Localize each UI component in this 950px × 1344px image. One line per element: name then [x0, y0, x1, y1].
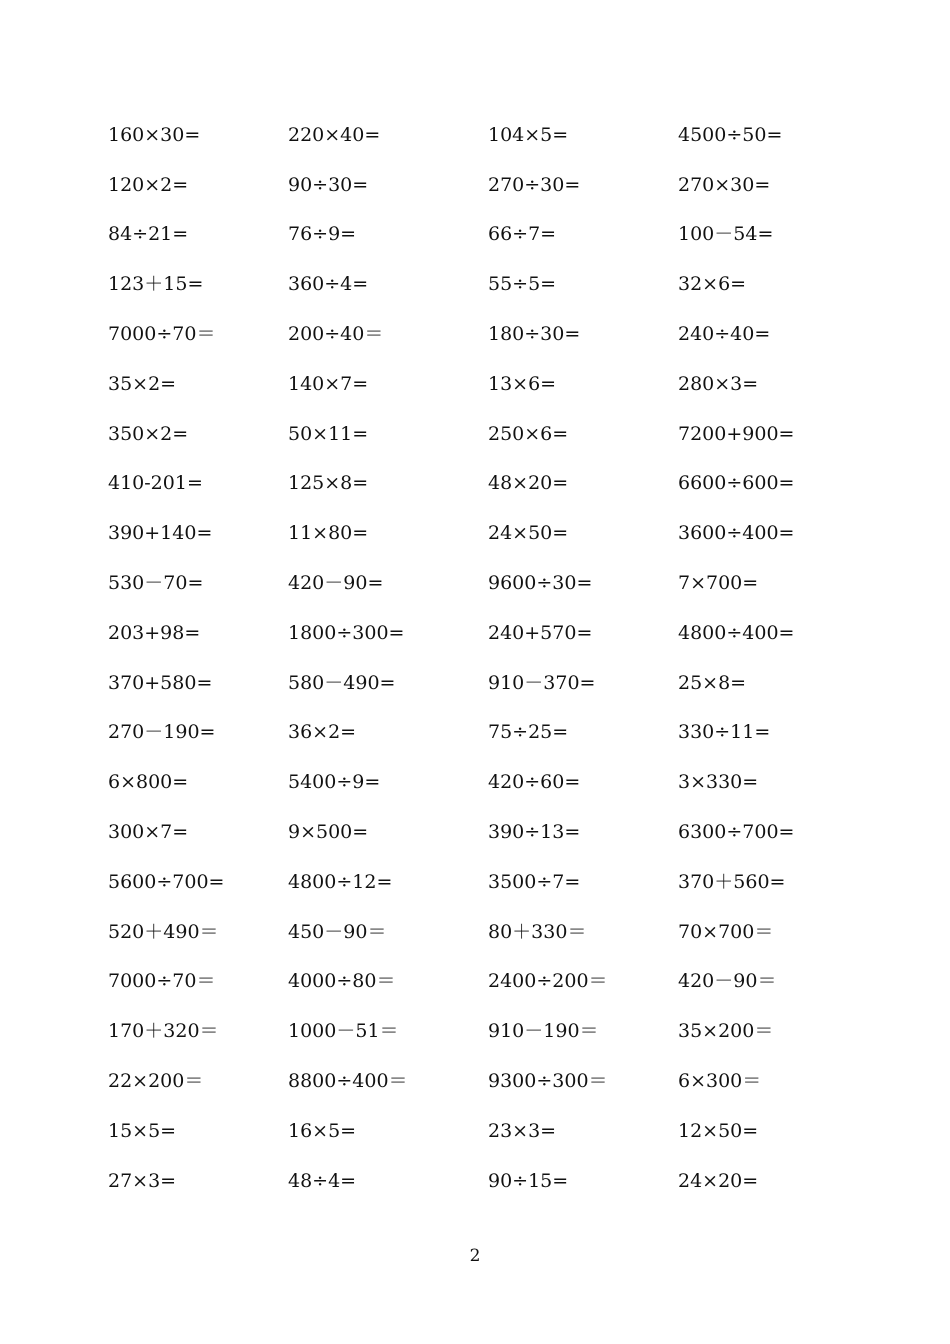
math-problem: 6×800=: [108, 771, 189, 794]
math-problem: 203+98=: [108, 621, 201, 644]
math-problem: 140×7=: [288, 372, 369, 395]
math-problem: 8800÷400＝: [288, 1070, 408, 1093]
math-problem: 330÷11=: [678, 721, 771, 744]
math-problem: 370+580=: [108, 671, 213, 694]
problem-row: [108, 309, 868, 359]
math-problem: 200÷40＝: [288, 323, 384, 346]
math-problem: 84÷21=: [108, 223, 189, 246]
math-problem: 420－90＝: [678, 970, 777, 993]
math-problem: 270－190=: [108, 721, 216, 744]
math-problem: 280×3=: [678, 372, 759, 395]
math-problem: 2400÷200＝: [488, 970, 608, 993]
problem-row: [108, 359, 868, 409]
math-problem: 4800÷400=: [678, 621, 795, 644]
math-problem: 24×50=: [488, 522, 569, 545]
math-problem: 9600÷30=: [488, 572, 593, 595]
math-problem: 3600÷400=: [678, 522, 795, 545]
math-problem: 520＋490＝: [108, 920, 219, 943]
math-problem: 23×3=: [488, 1119, 557, 1142]
math-problem: 580－490=: [288, 671, 396, 694]
problem-row: [108, 508, 868, 558]
math-problem: 300×7=: [108, 821, 189, 844]
problem-row: [108, 857, 868, 907]
math-problem: 7000÷70＝: [108, 323, 216, 346]
math-problem: 9×500=: [288, 821, 369, 844]
problem-row: [108, 757, 868, 807]
math-problem: 1800÷300=: [288, 621, 405, 644]
math-problem: 15×5=: [108, 1119, 177, 1142]
math-problem: 76÷9=: [288, 223, 357, 246]
math-problem: 370＋560=: [678, 870, 786, 893]
math-problem: 104×5=: [488, 123, 569, 146]
problem-row: [108, 558, 868, 608]
math-problem: 220×40=: [288, 123, 381, 146]
math-problem: 90÷30=: [288, 173, 369, 196]
math-problem: 48×20=: [488, 472, 569, 495]
math-problem: 350×2=: [108, 422, 189, 445]
problem-row: [108, 459, 868, 509]
math-problem: 7200+900=: [678, 422, 795, 445]
math-problem: 420－90=: [288, 572, 384, 595]
math-problem: 12×50=: [678, 1119, 759, 1142]
math-problem: 66÷7=: [488, 223, 557, 246]
math-problem: 11×80=: [288, 522, 369, 545]
math-problem: 910－370=: [488, 671, 596, 694]
math-problem: 160×30=: [108, 123, 201, 146]
math-problem: 32×6=: [678, 273, 747, 296]
problem-row: [108, 907, 868, 957]
math-problem: 180÷30=: [488, 323, 581, 346]
math-problem: 390+140=: [108, 522, 213, 545]
math-problem: 5400÷9=: [288, 771, 381, 794]
math-problem: 123＋15=: [108, 273, 204, 296]
math-problem: 7×700=: [678, 572, 759, 595]
problem-row: [108, 409, 868, 459]
math-problem: 6300÷700=: [678, 821, 795, 844]
math-problem: 250×6=: [488, 422, 569, 445]
math-problem: 125×8=: [288, 472, 369, 495]
math-problem: 22×200＝: [108, 1070, 204, 1093]
math-problem: 3×330=: [678, 771, 759, 794]
math-problem: 4500÷50=: [678, 123, 783, 146]
math-problem: 410-201=: [108, 472, 203, 495]
problem-grid: [108, 110, 868, 1206]
math-problem: 35×200＝: [678, 1020, 774, 1043]
page-number: 2: [469, 1246, 481, 1266]
math-problem: 50×11=: [288, 422, 369, 445]
math-problem: 36×2=: [288, 721, 357, 744]
math-problem: 90÷15=: [488, 1169, 569, 1192]
math-problem: 360÷4=: [288, 273, 369, 296]
math-problem: 420÷60=: [488, 771, 581, 794]
math-problem: 7000÷70＝: [108, 970, 216, 993]
math-problem: 530－70=: [108, 572, 204, 595]
math-problem: 35×2=: [108, 372, 177, 395]
problem-row: [108, 210, 868, 260]
math-problem: 450－90＝: [288, 920, 387, 943]
problem-row: [108, 658, 868, 708]
problem-row: [108, 807, 868, 857]
math-problem: 240÷40=: [678, 323, 771, 346]
math-problem: 13×6=: [488, 372, 557, 395]
problem-row: [108, 1056, 868, 1106]
problem-row: [108, 1106, 868, 1156]
math-problem: 27×3=: [108, 1169, 177, 1192]
math-problem: 5600÷700=: [108, 870, 225, 893]
math-problem: 270÷30=: [488, 173, 581, 196]
math-problem: 16×5=: [288, 1119, 357, 1142]
math-problem: 9300÷300＝: [488, 1070, 608, 1093]
math-problem: 270×30=: [678, 173, 771, 196]
problem-row: [108, 160, 868, 210]
problem-row: [108, 259, 868, 309]
math-problem: 170＋320＝: [108, 1020, 219, 1043]
problem-row: [108, 110, 868, 160]
math-problem: 48÷4=: [288, 1169, 357, 1192]
math-problem: 75÷25=: [488, 721, 569, 744]
math-problem: 6600÷600=: [678, 472, 795, 495]
problem-row: [108, 1006, 868, 1056]
math-problem: 390÷13=: [488, 821, 581, 844]
math-problem: 80＋330＝: [488, 920, 587, 943]
math-problem: 240+570=: [488, 621, 593, 644]
math-problem: 100－54=: [678, 223, 774, 246]
math-problem: 4000÷80＝: [288, 970, 396, 993]
problem-row: [108, 957, 868, 1007]
math-problem: 25×8=: [678, 671, 747, 694]
problem-row: [108, 608, 868, 658]
math-problem: 910－190＝: [488, 1020, 599, 1043]
math-problem: 6×300＝: [678, 1070, 762, 1093]
math-problem: 3500÷7=: [488, 870, 581, 893]
math-problem: 1000－51＝: [288, 1020, 399, 1043]
math-problem: 4800÷12=: [288, 870, 393, 893]
problem-row: [108, 1156, 868, 1206]
math-problem: 24×20=: [678, 1169, 759, 1192]
math-problem: 70×700＝: [678, 920, 774, 943]
math-problem: 55÷5=: [488, 273, 557, 296]
math-problem: 120×2=: [108, 173, 189, 196]
problem-row: [108, 708, 868, 758]
